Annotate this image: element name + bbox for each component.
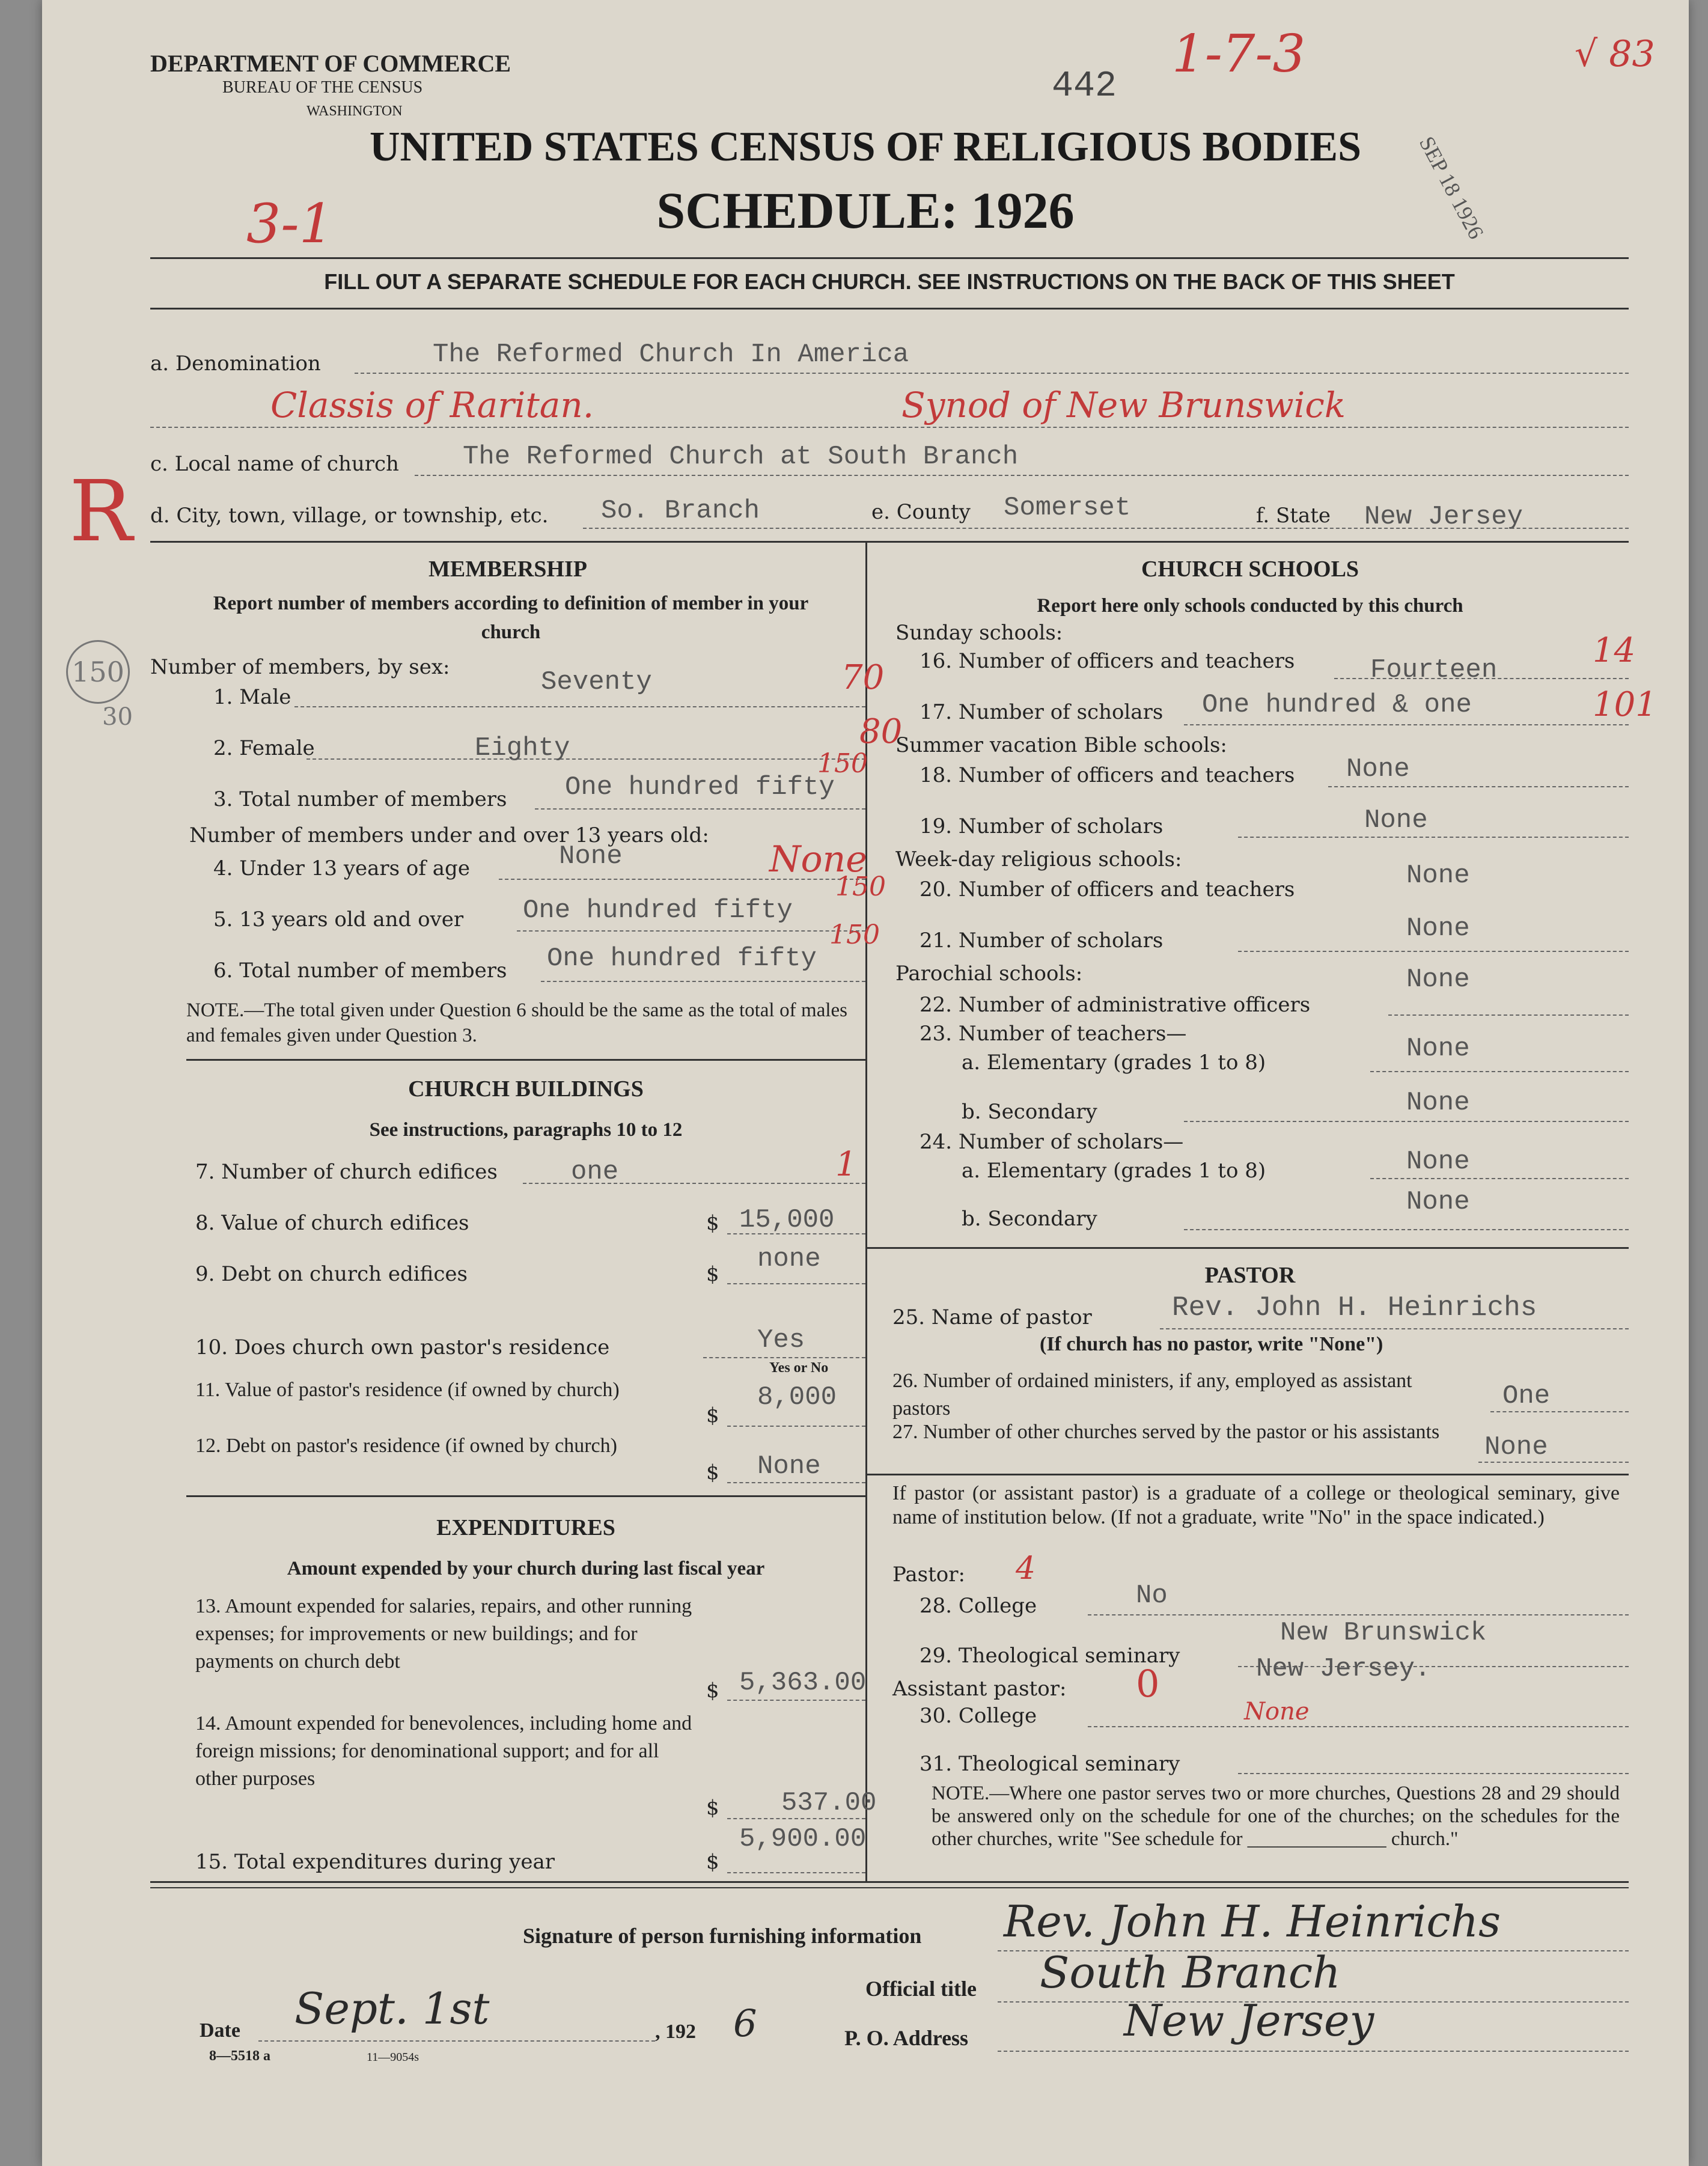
denomination-label: a. Denomination — [150, 352, 321, 376]
q10-value: Yes — [757, 1325, 805, 1355]
q15-label: 15. Total expenditures during year — [195, 1850, 555, 1874]
red-left-mark: 3-1 — [246, 192, 334, 255]
local-name-label: c. Local name of church — [150, 452, 399, 476]
red-handwritten-number: 1-7-3 — [1172, 24, 1306, 84]
county-label: e. County — [871, 500, 971, 524]
membership-heading: MEMBERSHIP — [429, 557, 587, 582]
q24-label: 24. Number of scholars— — [920, 1130, 1184, 1154]
q6-value: One hundred fifty — [547, 944, 817, 974]
q1-red: 70 — [841, 658, 885, 697]
pastor-red-mark: 4 — [1016, 1551, 1036, 1587]
year-label: , 192 — [655, 2021, 696, 2043]
state-value: New Jersey — [1364, 502, 1523, 532]
q24b-label: b. Secondary — [962, 1207, 1097, 1231]
department-line: DEPARTMENT OF COMMERCE — [150, 50, 511, 77]
assistant-pastor-red-mark: 0 — [1136, 1662, 1160, 1706]
buildings-heading: CHURCH BUILDINGS — [408, 1076, 644, 1102]
signature-label: Signature of person furnishing information — [523, 1924, 922, 1948]
q17-red: 101 — [1593, 685, 1657, 724]
q27-value: None — [1484, 1432, 1548, 1462]
q5-red: 150 — [835, 871, 886, 902]
form-title: UNITED STATES CENSUS OF RELIGIOUS BODIES — [369, 124, 1362, 170]
q11-value: 8,000 — [757, 1382, 837, 1412]
expenditures-sub: Amount expended by your church during last fiscal year — [287, 1558, 765, 1579]
q16-value: Fourteen — [1370, 655, 1498, 685]
q6-label: 6. Total number of members — [213, 959, 507, 983]
q31-label: 31. Theological seminary — [920, 1752, 1180, 1776]
q7-label: 7. Number of church edifices — [195, 1160, 498, 1184]
q20-label: 20. Number of officers and teachers — [920, 877, 1295, 901]
q5-value: One hundred fifty — [523, 895, 793, 926]
q29-value-line1: New Brunswick — [1280, 1618, 1487, 1648]
q17-label: 17. Number of scholars — [920, 700, 1164, 724]
date-value: Sept. 1st — [294, 1983, 490, 2034]
parochial-value: None — [1406, 965, 1470, 995]
members-by-sex-label: Number of members, by sex: — [150, 655, 450, 679]
q1-value: Seventy — [541, 667, 652, 697]
q3-value: One hundred fifty — [565, 772, 835, 802]
local-name-value: The Reformed Church at South Branch — [463, 442, 1019, 472]
county-value: Somerset — [1004, 493, 1131, 523]
date-received-stamp: SEP 18 1926 — [1414, 132, 1489, 243]
form-code: 8—5518 a — [209, 2048, 270, 2064]
q24a-label: a. Elementary (grades 1 to 8) — [962, 1159, 1266, 1183]
q4-red: None — [769, 838, 867, 880]
state-label: f. State — [1256, 504, 1331, 528]
q25-note: (If church has no pastor, write "None") — [1040, 1333, 1383, 1355]
q2-label: 2. Female — [213, 736, 315, 760]
schedule-title: SCHEDULE: 1926 — [656, 182, 1075, 239]
membership-note: NOTE.—The total given under Question 6 should be the same as the total of males and females given under Question 3. — [186, 999, 847, 1046]
synod-handwritten: Synod of New Brunswick — [901, 385, 1346, 426]
schools-heading: CHURCH SCHOOLS — [1141, 557, 1359, 582]
pastor-note: NOTE.—Where one pastor serves two or more churches, Questions 28 and 29 should be answered only on the schedule for one of the churches; on the schedules for the other churches, write "See schedule for ______________ church." — [932, 1783, 1620, 1850]
q8-label: 8. Value of church edifices — [195, 1211, 469, 1235]
q8-dollar: $ — [706, 1211, 719, 1235]
q20-value: None — [1406, 861, 1470, 891]
city-value: So. Branch — [601, 496, 760, 526]
q13-label: 13. Amount expended for salaries, repairs, and other running expenses; for improvements or new buildings; and for payments on church debt — [195, 1595, 692, 1673]
q23a-value: None — [1406, 1034, 1470, 1064]
q5-label: 5. 13 years old and over — [213, 908, 464, 932]
year-digit: 6 — [733, 2001, 757, 2045]
q6-red: 150 — [829, 920, 880, 950]
q14-value: 537.00 — [781, 1788, 877, 1818]
q12-label: 12. Debt on pastor's residence (if owned by church) — [195, 1435, 617, 1457]
denomination-value: The Reformed Church In America — [433, 340, 909, 370]
pastor-heading: PASTOR — [1204, 1263, 1296, 1288]
q23-label: 23. Number of teachers— — [920, 1022, 1187, 1046]
q23b-label: b. Secondary — [962, 1100, 1097, 1124]
q21-label: 21. Number of scholars — [920, 929, 1164, 953]
q26-label: 26. Number of ordained ministers, if any, employed as assistant pastors — [892, 1370, 1412, 1420]
q13-value: 5,363.00 — [739, 1668, 867, 1698]
signature-value: Rev. John H. Heinrichs — [1004, 1896, 1501, 1947]
print-code: 11—9054s — [367, 2051, 419, 2064]
q21-value: None — [1406, 914, 1470, 944]
q4-label: 4. Under 13 years of age — [213, 856, 470, 880]
census-form-sheet — [42, 0, 1689, 2166]
q2-red: 80 — [859, 712, 903, 751]
q14-dollar: $ — [706, 1796, 719, 1820]
q25-label: 25. Name of pastor — [892, 1305, 1092, 1329]
q29-label: 29. Theological seminary — [920, 1644, 1180, 1668]
q12-dollar: $ — [706, 1460, 719, 1484]
q8-value: 15,000 — [739, 1205, 835, 1235]
city-line: WASHINGTON — [307, 103, 403, 119]
q24a-value: None — [1406, 1147, 1470, 1177]
date-label: Date — [200, 2019, 240, 2042]
pastor-sublabel: Pastor: — [892, 1563, 965, 1587]
q28-label: 28. College — [920, 1594, 1037, 1618]
q23a-label: a. Elementary (grades 1 to 8) — [962, 1051, 1266, 1075]
buildings-sub: See instructions, paragraphs 10 to 12 — [369, 1119, 683, 1141]
red-r-mark: R — [69, 463, 133, 561]
stamp-number: 442 — [1052, 66, 1117, 107]
age-intro: Number of members under and over 13 years old: — [189, 823, 709, 847]
expenditures-heading: EXPENDITURES — [436, 1515, 615, 1540]
q26-value: One — [1502, 1381, 1551, 1411]
q7-value: one — [571, 1157, 619, 1187]
q17-value: One hundred & one — [1202, 690, 1472, 720]
q18-value: None — [1346, 754, 1410, 784]
q9-value: none — [757, 1244, 821, 1274]
po-address-label: P. O. Address — [844, 2026, 969, 2050]
q16-label: 16. Number of officers and teachers — [920, 649, 1295, 673]
q16-red: 14 — [1593, 631, 1636, 670]
parochial-schools-label: Parochial schools: — [895, 962, 1083, 986]
margin-circled-number: 150 — [66, 640, 130, 704]
q12-value: None — [757, 1451, 821, 1481]
classis-handwritten: Classis of Raritan. — [270, 385, 594, 426]
q15-dollar: $ — [706, 1850, 719, 1874]
q23b-value: None — [1406, 1088, 1470, 1118]
q3-label: 3. Total number of members — [213, 787, 507, 811]
q1-label: 1. Male — [213, 685, 291, 709]
official-title-label: Official title — [865, 1977, 977, 2001]
q29-value-line2: New Jersey. — [1256, 1654, 1431, 1684]
instruction-banner: FILL OUT A SEPARATE SCHEDULE FOR EACH CHURCH. SEE INSTRUCTIONS ON THE BACK OF THIS SHEET — [324, 269, 1455, 294]
summer-schools-label: Summer vacation Bible schools: — [895, 733, 1227, 757]
q10-label: 10. Does church own pastor's residence — [195, 1335, 610, 1359]
q22-label: 22. Number of administrative officers — [920, 993, 1311, 1017]
q9-dollar: $ — [706, 1262, 719, 1286]
q15-value: 5,900.00 — [739, 1824, 867, 1854]
q18-label: 18. Number of officers and teachers — [920, 763, 1295, 787]
margin-number: 30 — [102, 703, 133, 731]
yes-no-hint: Yes or No — [769, 1360, 829, 1376]
q11-label: 11. Value of pastor's residence (if owned by church) — [195, 1379, 620, 1401]
q13-dollar: $ — [706, 1679, 719, 1703]
red-corner-mark: √ 83 — [1575, 33, 1655, 75]
graduate-note: If pastor (or assistant pastor) is a graduate of a college or theological seminary, give name of institution below. (If not a graduate, write "No" in the space indicated.) — [892, 1482, 1620, 1528]
schools-sub: Report here only schools conducted by this church — [1037, 595, 1463, 617]
po-address-value: New Jersey — [1124, 1995, 1374, 2046]
q30-label: 30. College — [920, 1704, 1037, 1728]
membership-intro: Report number of members according to definition of member in your church — [213, 593, 809, 643]
q19-value: None — [1364, 805, 1428, 835]
q24b-value: None — [1406, 1187, 1470, 1217]
q7-red: 1 — [835, 1145, 857, 1184]
q27-label: 27. Number of other churches served by the pastor or his assistants — [892, 1421, 1440, 1443]
q4-value: None — [559, 841, 623, 871]
q28-value: No — [1136, 1581, 1168, 1611]
city-label: d. City, town, village, or township, etc. — [150, 504, 549, 528]
bureau-line: BUREAU OF THE CENSUS — [222, 78, 423, 97]
q2-value: Eighty — [475, 733, 570, 763]
q11-dollar: $ — [706, 1403, 719, 1427]
weekday-schools-label: Week-day religious schools: — [895, 847, 1182, 871]
assistant-pastor-label: Assistant pastor: — [892, 1677, 1067, 1701]
q30-value: None — [1244, 1698, 1310, 1725]
q25-value: Rev. John H. Heinrichs — [1172, 1292, 1537, 1323]
q14-label: 14. Amount expended for benevolences, including home and foreign missions; for denominational support; and for all other purposes — [195, 1712, 692, 1790]
q19-label: 19. Number of scholars — [920, 814, 1164, 838]
q9-label: 9. Debt on church edifices — [195, 1262, 468, 1286]
official-title-value: South Branch — [1040, 1947, 1341, 1998]
q3-red: 150 — [817, 748, 868, 779]
sunday-schools-label: Sunday schools: — [895, 621, 1063, 645]
